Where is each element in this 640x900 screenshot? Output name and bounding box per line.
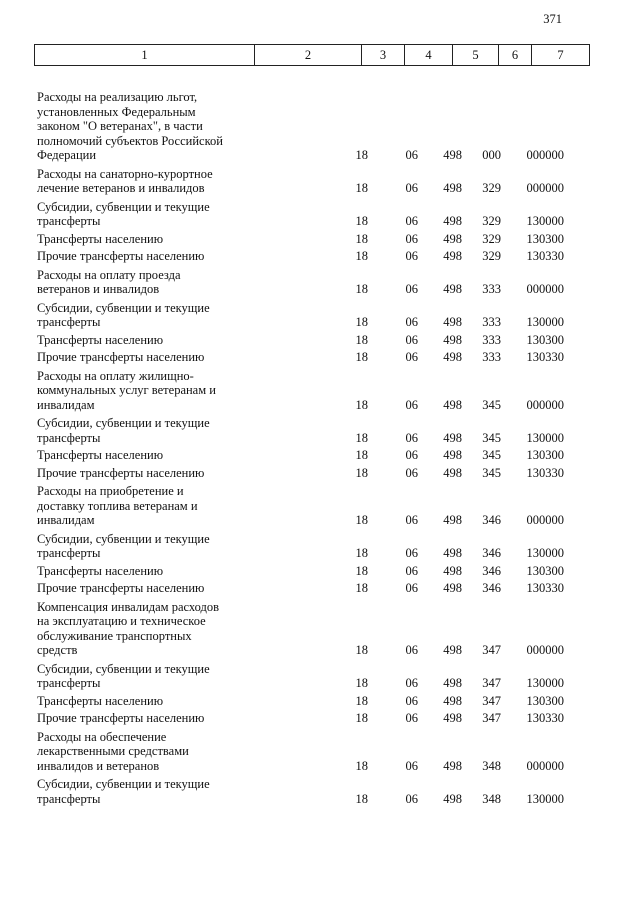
cell-c7: 130000 [526, 676, 564, 690]
row-description-line: Трансферты населению [37, 448, 164, 462]
row-description [37, 90, 249, 163]
cell-c5: 498 [443, 563, 462, 578]
column-header: 5 [453, 45, 499, 66]
cell-c3: 18 [355, 231, 368, 246]
cell-c6: 000 [482, 148, 501, 162]
cell-c7: 130000 [526, 430, 564, 445]
cell-c7: 000000 [526, 513, 564, 527]
cell-c7: 000000 [526, 397, 564, 412]
row-description [37, 466, 249, 481]
table-row [37, 416, 567, 445]
row-description [37, 249, 249, 264]
row-description [37, 301, 249, 330]
table-row [37, 90, 567, 163]
row-description-line: Прочие трансферты населению [37, 249, 205, 263]
cell-c3: 18 [355, 315, 368, 329]
cell-c3: 18 [355, 430, 368, 445]
row-description-line: инвалидов и ветеранов [37, 758, 160, 773]
cell-c6: 333 [482, 315, 501, 329]
cell-c5: 498 [443, 181, 462, 195]
table-row [37, 301, 567, 330]
cell-c6: 347 [482, 711, 501, 725]
cell-c7: 000000 [526, 758, 564, 773]
cell-c7: 130300 [526, 332, 564, 347]
cell-c6: 345 [482, 397, 501, 412]
cell-c5: 498 [443, 249, 462, 263]
row-description [37, 532, 249, 561]
cell-c6: 345 [482, 430, 501, 445]
table-row [37, 350, 567, 365]
column-header: 4 [405, 45, 453, 66]
cell-c6: 333 [482, 332, 501, 347]
cell-c3: 18 [355, 465, 368, 480]
cell-c5: 498 [443, 282, 462, 296]
column-header: 2 [255, 45, 362, 66]
row-description-line: трансферты [37, 546, 101, 560]
cell-c5: 498 [443, 791, 462, 806]
cell-c4: 06 [405, 350, 418, 364]
row-description-line: инвалидам [37, 513, 95, 527]
cell-c3: 18 [355, 148, 368, 162]
cell-c4: 06 [405, 643, 418, 657]
cell-c4: 06 [405, 758, 418, 773]
cell-c3: 18 [355, 282, 368, 296]
cell-c3: 18 [355, 693, 368, 708]
budget-table-body [37, 90, 567, 809]
cell-c6: 347 [482, 676, 501, 690]
row-description-line: Трансферты населению [37, 332, 164, 347]
table-row [37, 694, 567, 709]
table-row [37, 777, 567, 806]
row-description-line: коммунальных услуг ветеранам и [37, 383, 216, 397]
cell-c6: 348 [482, 791, 501, 806]
cell-c7: 000000 [526, 643, 564, 657]
cell-c6: 347 [482, 643, 501, 657]
cell-c7: 130330 [526, 581, 564, 595]
cell-c5: 498 [443, 711, 462, 725]
cell-c5: 498 [443, 214, 462, 228]
row-description-line: Субсидии, субвенции и текущие [37, 300, 210, 315]
cell-c3: 18 [355, 546, 368, 560]
cell-c6: 329 [482, 214, 501, 228]
row-description-line: установленных Федеральным [37, 104, 196, 119]
row-description-line: трансферты [37, 791, 101, 806]
cell-c6: 329 [482, 181, 501, 195]
row-description [37, 232, 249, 247]
row-description-line: Расходы на обеспечение [37, 729, 167, 744]
row-description [37, 416, 249, 445]
cell-c3: 18 [355, 332, 368, 347]
cell-c5: 498 [443, 676, 462, 690]
row-description-line: лечение ветеранов и инвалидов [37, 181, 205, 195]
row-description-line: доставку топлива ветеранам и [37, 498, 198, 513]
cell-c3: 18 [355, 791, 368, 806]
cell-c4: 06 [405, 448, 418, 462]
cell-c6: 346 [482, 563, 501, 578]
cell-c5: 498 [443, 397, 462, 412]
table-row [37, 369, 567, 413]
cell-c6: 329 [482, 249, 501, 263]
cell-c4: 06 [405, 430, 418, 445]
table-row [37, 333, 567, 348]
cell-c6: 348 [482, 758, 501, 773]
row-description-line: трансферты [37, 214, 101, 228]
cell-c7: 130330 [526, 249, 564, 263]
cell-c4: 06 [405, 676, 418, 690]
cell-c6: 329 [482, 231, 501, 246]
row-description [37, 448, 249, 463]
row-description-line: Трансферты населению [37, 231, 164, 246]
column-header: 3 [362, 45, 405, 66]
row-description-line: полномочий субъектов Российской [37, 133, 223, 148]
row-description-line: средств [37, 643, 78, 657]
table-row [37, 466, 567, 481]
row-description [37, 167, 249, 196]
row-description-line: Расходы на санаторно-курортное [37, 166, 213, 181]
cell-c7: 130000 [526, 546, 564, 560]
cell-c4: 06 [405, 711, 418, 725]
cell-c3: 18 [355, 513, 368, 527]
cell-c5: 498 [443, 430, 462, 445]
page-number: 371 [543, 12, 562, 26]
row-description [37, 369, 249, 413]
column-header: 6 [499, 45, 532, 66]
column-header: 7 [532, 45, 590, 66]
cell-c5: 498 [443, 448, 462, 462]
row-description-line: Трансферты населению [37, 693, 164, 708]
row-description-line: Расходы на оплату жилищно- [37, 368, 194, 383]
row-description-line: Прочие трансферты населению [37, 711, 205, 725]
cell-c7: 130300 [526, 563, 564, 578]
cell-c7: 130300 [526, 693, 564, 708]
row-description-line: Расходы на оплату проезда [37, 267, 181, 282]
row-description [37, 600, 249, 658]
cell-c5: 498 [443, 581, 462, 595]
cell-c3: 18 [355, 711, 368, 725]
column-header-row [34, 44, 590, 66]
cell-c7: 130330 [526, 350, 564, 364]
cell-c5: 498 [443, 546, 462, 560]
table-row [37, 581, 567, 596]
cell-c3: 18 [355, 643, 368, 657]
cell-c6: 346 [482, 546, 501, 560]
row-description [37, 711, 249, 726]
row-description-line: Федерации [37, 148, 97, 162]
cell-c6: 333 [482, 282, 501, 296]
cell-c5: 498 [443, 643, 462, 657]
cell-c3: 18 [355, 563, 368, 578]
table-row [37, 167, 567, 196]
row-description [37, 268, 249, 297]
cell-c4: 06 [405, 148, 418, 162]
cell-c5: 498 [443, 465, 462, 480]
cell-c7: 130300 [526, 231, 564, 246]
row-description [37, 484, 249, 528]
cell-c7: 000000 [526, 148, 564, 162]
cell-c4: 06 [405, 513, 418, 527]
cell-c4: 06 [405, 397, 418, 412]
cell-c4: 06 [405, 332, 418, 347]
cell-c4: 06 [405, 791, 418, 806]
cell-c3: 18 [355, 249, 368, 263]
row-description-line: Субсидии, субвенции и текущие [37, 416, 210, 430]
cell-c6: 333 [482, 350, 501, 364]
cell-c5: 498 [443, 231, 462, 246]
cell-c4: 06 [405, 181, 418, 195]
row-description-line: обслуживание транспортных [37, 628, 192, 643]
cell-c7: 130300 [526, 448, 564, 462]
cell-c5: 498 [443, 148, 462, 162]
table-row [37, 600, 567, 658]
cell-c3: 18 [355, 214, 368, 228]
row-description-line: Прочие трансферты населению [37, 465, 205, 480]
cell-c6: 345 [482, 448, 501, 462]
row-description-line: Прочие трансферты населению [37, 581, 205, 595]
cell-c3: 18 [355, 758, 368, 773]
row-description-line: Субсидии, субвенции и текущие [37, 199, 210, 214]
cell-c3: 18 [355, 581, 368, 595]
table-row [37, 249, 567, 264]
cell-c7: 130330 [526, 465, 564, 480]
row-description-line: Субсидии, субвенции и текущие [37, 661, 210, 676]
row-description-line: трансферты [37, 676, 101, 690]
cell-c5: 498 [443, 513, 462, 527]
cell-c7: 000000 [526, 282, 564, 296]
cell-c5: 498 [443, 332, 462, 347]
table-row [37, 200, 567, 229]
row-description [37, 730, 249, 774]
table-row [37, 532, 567, 561]
cell-c6: 346 [482, 513, 501, 527]
row-description [37, 694, 249, 709]
row-description-line: ветеранов и инвалидов [37, 282, 160, 296]
row-description-line: Субсидии, субвенции и текущие [37, 777, 210, 791]
cell-c5: 498 [443, 693, 462, 708]
cell-c4: 06 [405, 282, 418, 296]
table-row [37, 448, 567, 463]
row-description [37, 333, 249, 348]
row-description [37, 200, 249, 229]
column-header: 1 [35, 45, 255, 66]
row-description [37, 662, 249, 691]
row-description-line: Субсидии, субвенции и текущие [37, 531, 210, 546]
row-description-line: лекарственными средствами [37, 744, 189, 758]
cell-c4: 06 [405, 563, 418, 578]
row-description-line: Трансферты населению [37, 563, 164, 578]
row-description-line: трансферты [37, 315, 101, 329]
table-row [37, 564, 567, 579]
table-row [37, 484, 567, 528]
cell-c6: 347 [482, 693, 501, 708]
table-row [37, 730, 567, 774]
cell-c3: 18 [355, 350, 368, 364]
cell-c4: 06 [405, 581, 418, 595]
cell-c7: 130330 [526, 711, 564, 725]
cell-c4: 06 [405, 214, 418, 228]
row-description-line: Расходы на приобретение и [37, 484, 184, 498]
table-row [37, 268, 567, 297]
row-description-line: Прочие трансферты населению [37, 350, 205, 364]
row-description [37, 777, 249, 806]
cell-c3: 18 [355, 676, 368, 690]
cell-c4: 06 [405, 465, 418, 480]
cell-c4: 06 [405, 231, 418, 246]
cell-c4: 06 [405, 546, 418, 560]
row-description-line: трансферты [37, 430, 101, 445]
row-description-line: законом "О ветеранах", в части [37, 119, 203, 133]
cell-c7: 130000 [526, 315, 564, 329]
cell-c3: 18 [355, 397, 368, 412]
table-row [37, 662, 567, 691]
row-description-line: инвалидам [37, 397, 95, 412]
table-row [37, 711, 567, 726]
row-description-line: Компенсация инвалидам расходов [37, 599, 220, 614]
row-description-line: на эксплуатацию и техническое [37, 614, 206, 628]
cell-c5: 498 [443, 315, 462, 329]
cell-c5: 498 [443, 758, 462, 773]
row-description [37, 564, 249, 579]
row-description [37, 581, 249, 596]
row-description-line: Расходы на реализацию льгот, [37, 90, 198, 104]
cell-c6: 346 [482, 581, 501, 595]
cell-c7: 130000 [526, 214, 564, 228]
cell-c6: 345 [482, 465, 501, 480]
cell-c4: 06 [405, 315, 418, 329]
cell-c4: 06 [405, 249, 418, 263]
row-description [37, 350, 249, 365]
cell-c7: 130000 [526, 791, 564, 806]
cell-c3: 18 [355, 448, 368, 462]
cell-c5: 498 [443, 350, 462, 364]
cell-c7: 000000 [526, 181, 564, 195]
cell-c4: 06 [405, 693, 418, 708]
cell-c3: 18 [355, 181, 368, 195]
table-row [37, 232, 567, 247]
